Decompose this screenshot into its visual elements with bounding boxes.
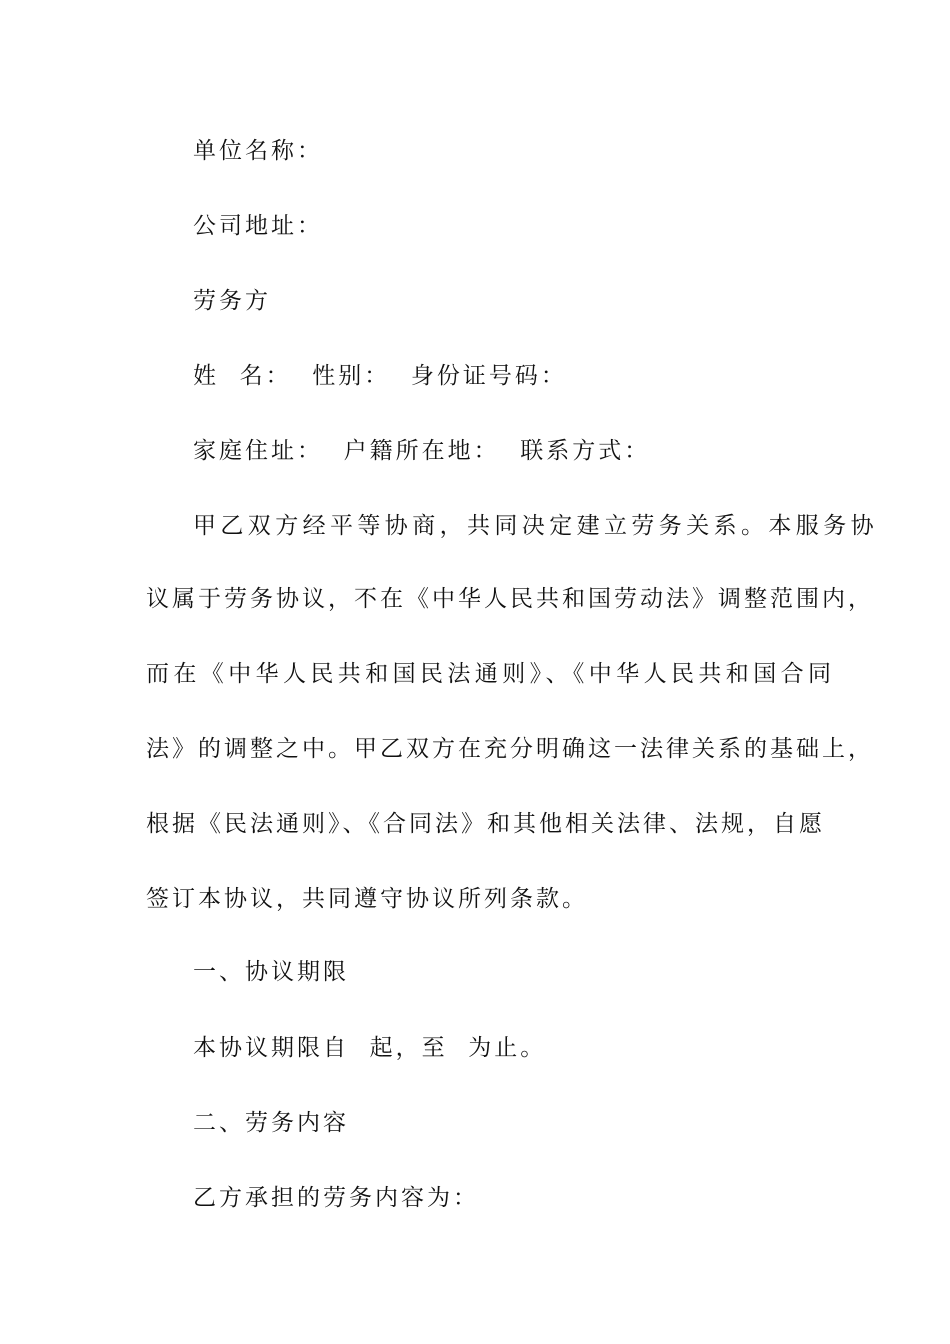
labor-content-line: 乙方承担的劳务内容为： xyxy=(193,1185,479,1211)
paragraph-line: 议属于劳务协议，不在《中华人民共和国劳动法》调整范围内， xyxy=(146,586,874,612)
labor-party-heading: 劳务方 xyxy=(193,288,271,314)
company-address-label: 公司地址： xyxy=(193,213,323,239)
paragraph-line: 法》的调整之中。甲乙双方在充分明确这一法律关系的基础上， xyxy=(146,736,874,762)
personal-info-line: 姓 名： 性别： 身份证号码： xyxy=(193,363,567,389)
unit-name-label: 单位名称： xyxy=(193,138,323,164)
term-line: 本协议期限自 起，至 为止。 xyxy=(193,1035,547,1061)
section-heading-term: 一、协议期限 xyxy=(193,959,349,985)
contact-info-line: 家庭住址： 户籍所在地： 联系方式： xyxy=(193,438,651,464)
section-heading-content: 二、劳务内容 xyxy=(193,1110,349,1136)
paragraph-line: 甲乙双方经平等协商，共同决定建立劳务关系。本服务协 xyxy=(193,513,878,539)
paragraph-line: 签订本协议，共同遵守协议所列条款。 xyxy=(146,886,588,912)
paragraph-line: 根据《民法通则》、《合同法》和其他相关法律、法规，自愿 xyxy=(146,811,825,837)
paragraph-line: 而在《中华人民共和国民法通则》、《中华人民共和国合同 xyxy=(146,661,836,687)
